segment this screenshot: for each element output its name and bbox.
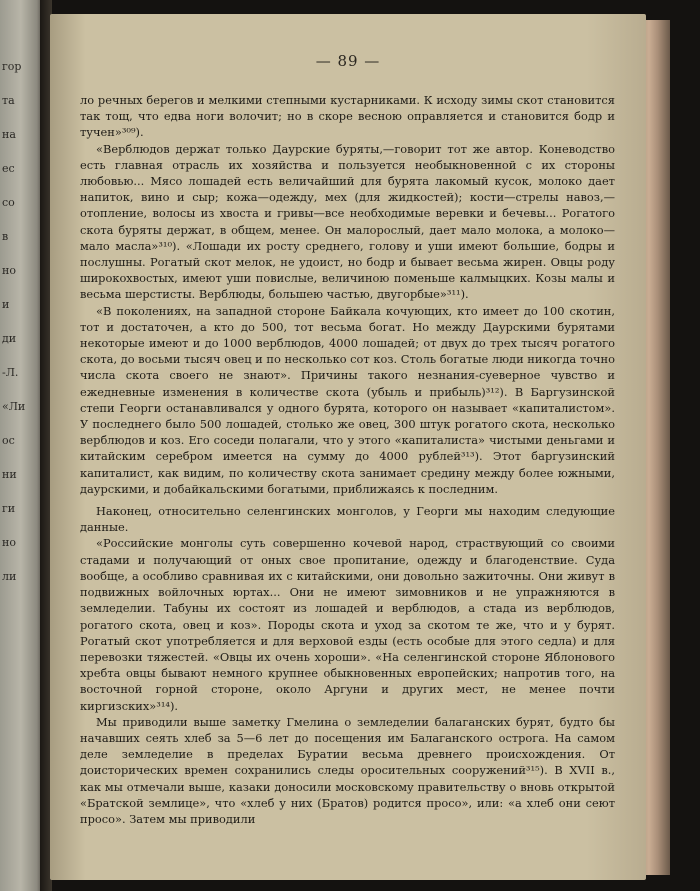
left-page-fragment: со [2,196,15,209]
paragraph: Мы приводили выше заметку Гмелина о земледелии балаганских бурят, будто бы начавших сеять хлеб за 5—6 лет до посещения им Балаганского острога. На самом деле земледелие в пределах Буратии весьма древнего происхождения. От доисторических времен сохранились следы оросительных сооружений³¹⁵). В XVII в., как мы отмечали выше, казаки доносили московскому правительству о вновь открытой «Братской землице», что «хлеб у них (Братов) родится просо», или: «а хлеб они сеют просо». Затем мы приводили [80,714,615,826]
paragraph: ло речных берегов и мелкими степными кустарниками. К исходу зимы скот становится так тощ, что едва ноги волочит; но в скоре весною оправляется и становится бодр и тучен»³⁰⁹). [80,93,615,140]
left-page-fragment: на [2,128,16,141]
left-page-fragment: но [2,264,16,277]
left-page-fragment: но [2,536,16,549]
paragraph: «В поколениях, на западной стороне Байкала кочующих, кто имеет до 100 скотин, тот и достаточен, а кто до 500, тот весьма богат. Но между Даурскими бурятами некоторые имеют и до 1000 верблюдов, 4000 лошадей; от двух до трех тысяч рогатого скота, до восьми тысяч овец и по несколько сот коз. Столь богатые люди никогда точно числа скота своего не знают». Причины такого незнания-суеверное чувство и ежедневные изменения в количестве скота (убыль и прибыль)³¹²). В Баргузинской степи Георги останавливался у одного бурята, которого он называет «капиталистом». У последнего было 500 лошадей, столько же овец, 300 штук рогатого скота, несколько верблюдов и коз. Его соседи полагали, что у этого «капиталиста» чистыми деньгами и китайским серебром имеется на сумму до 4000 рублей³¹³). Этот баргузинский капиталист, как видим, по количеству скота занимает средину между более южными, даурскими, и добайкальскими богатыми, приближаясь к последним. [80,303,615,496]
left-page-fragment: ос [2,434,15,447]
book-page [50,14,646,880]
left-page-fragment: ги [2,502,16,515]
left-page-fragment: гор [2,60,22,73]
left-page-fragment: и [2,298,10,311]
left-page-fragment: «Ли [2,400,26,413]
paragraph: Наконец, относительно селенгинских монголов, у Георги мы находим следующие данные. [80,504,615,535]
page-text [80,92,615,827]
left-page-fragment: -Л. [2,366,19,379]
left-page-fragment: ес [2,162,15,175]
paragraph: «Верблюдов держат только Даурские буряты,—говорит тот же автор. Коневодство есть главная отрасль их хозяйства и пользуется необыкновенной с их стороны любовью... Мясо лошадей есть величайший для бурята лакомый кусок, молоко дает напиток, вино и сыр; кожа—одежду, мех (для жидкостей); кости—стрелы навоз,—отопление, волосы из хвоста и гривы—все необходимые веревки и бечевы... Рогатого скота буряты держат, в общем, менее. Он малорослый, дает мало молока, а молоко—мало масла»³¹⁰). «Лошади их росту среднего, голову и уши имеют большие, бодры и послушны. Рогатый скот мелок, не удоист, но бодр и бывает весьма жирен. Овцы роду широкохвостых, имеют уши повислые, величиною поменьше калмыцких. Козы малы и весьма шерстисты. Верблюды, большею частью, двугорбые»³¹¹). [80,141,615,302]
left-page-fragment: ли [2,570,17,583]
left-page-fragment: в [2,230,9,243]
page-number: — 89 — [315,52,381,70]
left-page-fragment: ди [2,332,17,345]
left-page-fragment: ни [2,468,17,481]
paragraph: «Российские монголы суть совершенно кочевой народ, страствующий со своими стадами и получающий от оных свое пропитание, одежду и благоденствие. Суда вообще, а особливо сравнивая их с китайскими, они довольно зажиточны. Они живут в подвижных войлочных юртах... Они не имеют зимовников и не упражняются в земледелии. Табуны их состоят из лошадей и верблюдов, а стада из верблюдов, рогатого скота, овец и коз». Породы скота и уход за скотом те же, что и у бурят. Рогатый скот употребляется и для верховой езды (есть особые для этого седла) и для перевозки тяжестей. «Овцы их очень хороши». «На селенгинской стороне Яблонового хребта овцы бывают немного крупнее обыкновенных европейских; напротив того, на восточной горной стороне, около Аргуни и других мест, не менее почти киргизских»³¹⁴). [80,536,615,713]
left-page-fragment: та [2,94,15,107]
